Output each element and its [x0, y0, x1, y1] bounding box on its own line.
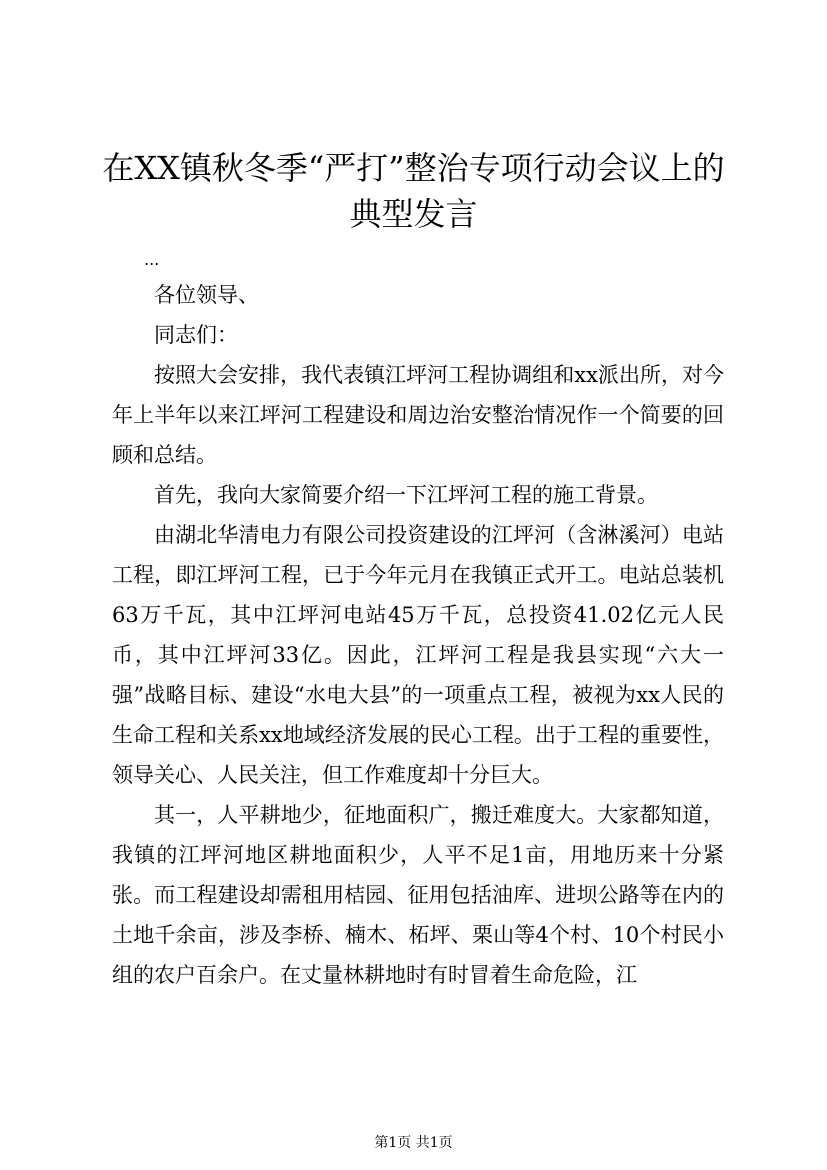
salutation-leaders: 各位领导、	[154, 283, 259, 307]
paragraph-point-one: 其一，人平耕地少，征地面积广，搬迁难度大。大家都知道，我镇的江坪河地区耕地面积少，人平不足1亩，用地历来十分紧张。而工程建设却需租用桔园、征用包括油库、进坝公路等在内的土地千余亩，涉及李桥、楠木、柘坪、栗山等4个村、10个村民小组的农户百余户。在丈量林耕地时有时冒着生命危险，江	[112, 803, 724, 987]
paragraph-project-overview: 由湖北华清电力有限公司投资建设的江坪河（含淋溪河）电站工程，即江坪河工程，已于今年元月在我镇正式开工。电站总装机63万千瓦，其中江坪河电站45万千瓦，总投资41.02亿元人民币，其中江坪河33亿。因此，江坪河工程是我县实现“六大一强”战略目标、建设“水电大县”的一项重点工程，被视为xx人民的生命工程和关系xx地域经济发展的民心工程。出于工程的重要性，领导关心、人民关注，但工作难度却十分巨大。	[112, 523, 724, 787]
document-body	[112, 245, 724, 995]
ellipsis-text: ...	[144, 250, 160, 269]
salutation-comrades: 同志们：	[154, 323, 238, 347]
paragraph-background-lead: 首先，我向大家简要介绍一下江坪河工程的施工背景。	[154, 483, 658, 507]
paragraph-intro: 按照大会安排，我代表镇江坪河工程协调组和xx派出所，对今年上半年以来江坪河工程建设和周边治安整治情况作一个简要的回顾和总结。	[112, 363, 724, 467]
page-number-footer: 第1页 共1页	[374, 1135, 453, 1151]
document-title: 在XX镇秋冬季“严打”整治专项行动会议上的典型发言	[102, 149, 725, 233]
